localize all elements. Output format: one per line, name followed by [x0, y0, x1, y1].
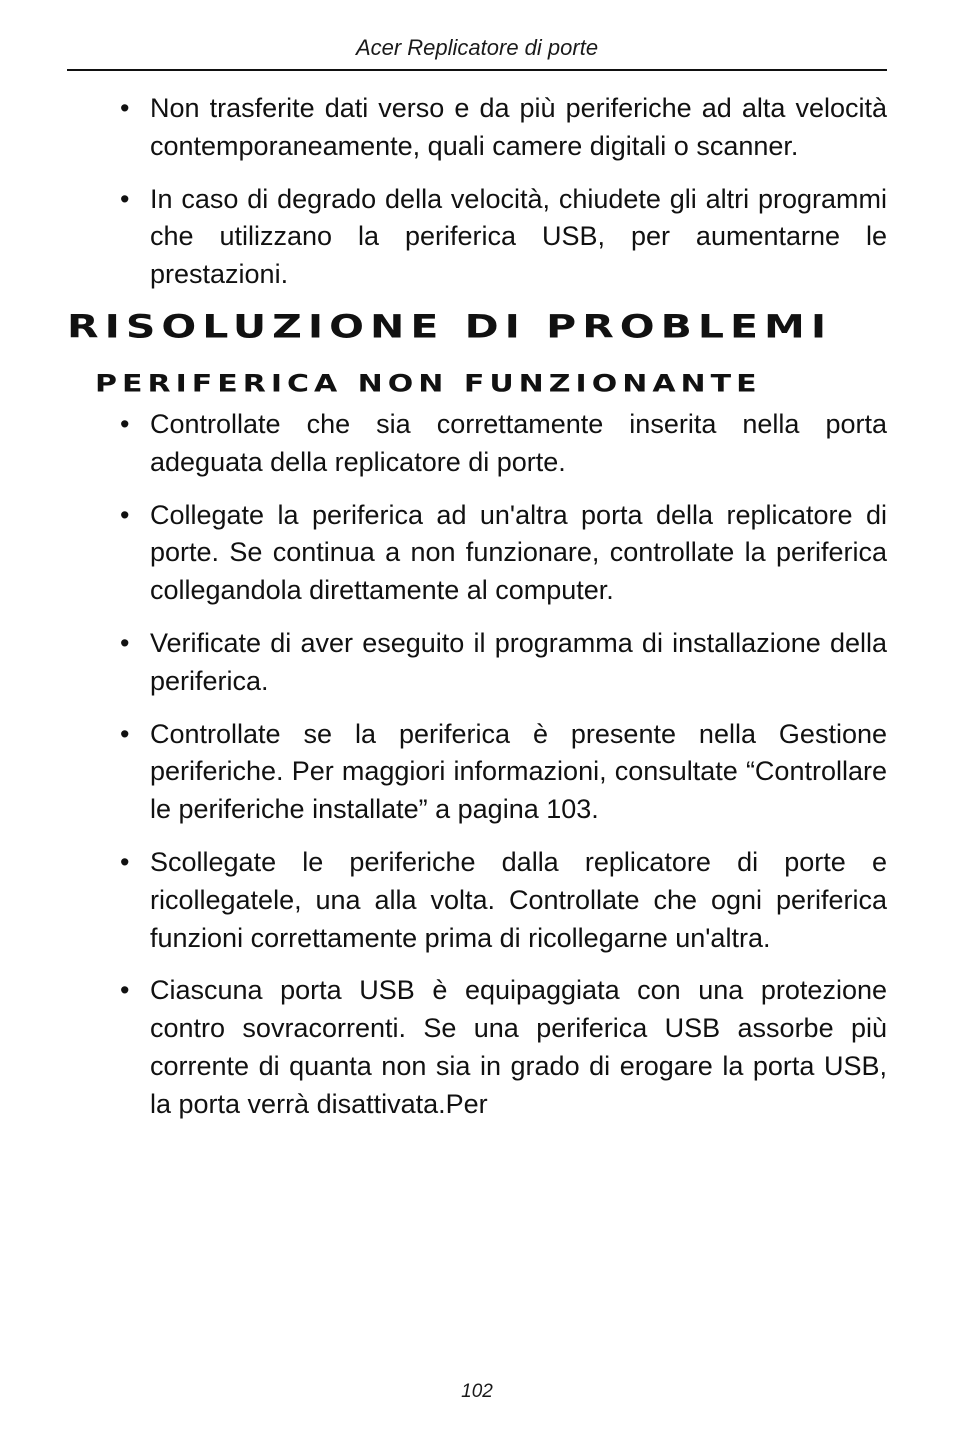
bullet-icon: •: [120, 718, 130, 749]
list-item: [67, 497, 887, 610]
bullet-icon: •: [120, 93, 130, 123]
list-item-text: In caso di degrado della velocità, chiudete gli altri programmi che utilizzano la periferica USB, per aumentarne le prestazioni.: [150, 183, 887, 290]
intro-bullet-list: [67, 90, 887, 294]
bullet-icon: •: [120, 975, 130, 1006]
list-item: [67, 406, 887, 482]
list-item: [67, 716, 887, 829]
bullet-icon: •: [120, 183, 130, 214]
bullet-icon: •: [120, 408, 130, 439]
bullet-icon: •: [120, 627, 130, 658]
list-item-text: Controllate che sia correttamente inserita nella porta adeguata della replicatore di porte.: [150, 408, 887, 477]
list-item-text: Collegate la periferica ad un'altra porta della replicatore di porte. Se continua a non funzionare, controllate la periferica collegandola direttamente al computer.: [150, 499, 887, 606]
running-header: Acer Replicatore di porte: [355, 35, 599, 60]
list-item: [67, 972, 887, 1123]
list-item-text: Ciascuna porta USB è equipaggiata con una protezione contro sovracorrenti. Se una periferica USB assorbe più corrente di quanta non sia in grado di erogare la porta USB, la porta verrà disattivata.Per: [150, 975, 887, 1119]
bullet-icon: •: [120, 499, 130, 530]
troubleshooting-bullet-list: [67, 406, 887, 1124]
page-content: [67, 90, 887, 1139]
subsection-title: PERIFERICA NON FUNZIONANTE: [95, 369, 762, 398]
list-item: [67, 844, 887, 957]
bullet-icon: •: [120, 846, 130, 877]
list-item: [67, 625, 887, 701]
list-item: [67, 90, 887, 166]
list-item: [67, 181, 887, 294]
section-title: RISOLUZIONE DI PROBLEMI: [67, 307, 833, 346]
header-divider: [67, 69, 887, 71]
list-item-text: Controllate se la periferica è presente nella Gestione periferiche. Per maggiori informazioni, consultate “Controllare le periferiche installate” a pagina 103.: [150, 718, 887, 825]
list-item-text: Verificate di aver eseguito il programma di installazione della periferica.: [150, 627, 887, 696]
list-item-text: Non trasferite dati verso e da più periferiche ad alta velocità contemporaneamente, quali camere digitali o scanner.: [150, 93, 887, 161]
page-number: 102: [461, 1381, 493, 1402]
list-item-text: Scollegate le periferiche dalla replicatore di porte e ricollegatele, una alla volta. Controllate che ogni periferica funzioni correttamente prima di ricollegarne un'altra.: [150, 846, 887, 953]
